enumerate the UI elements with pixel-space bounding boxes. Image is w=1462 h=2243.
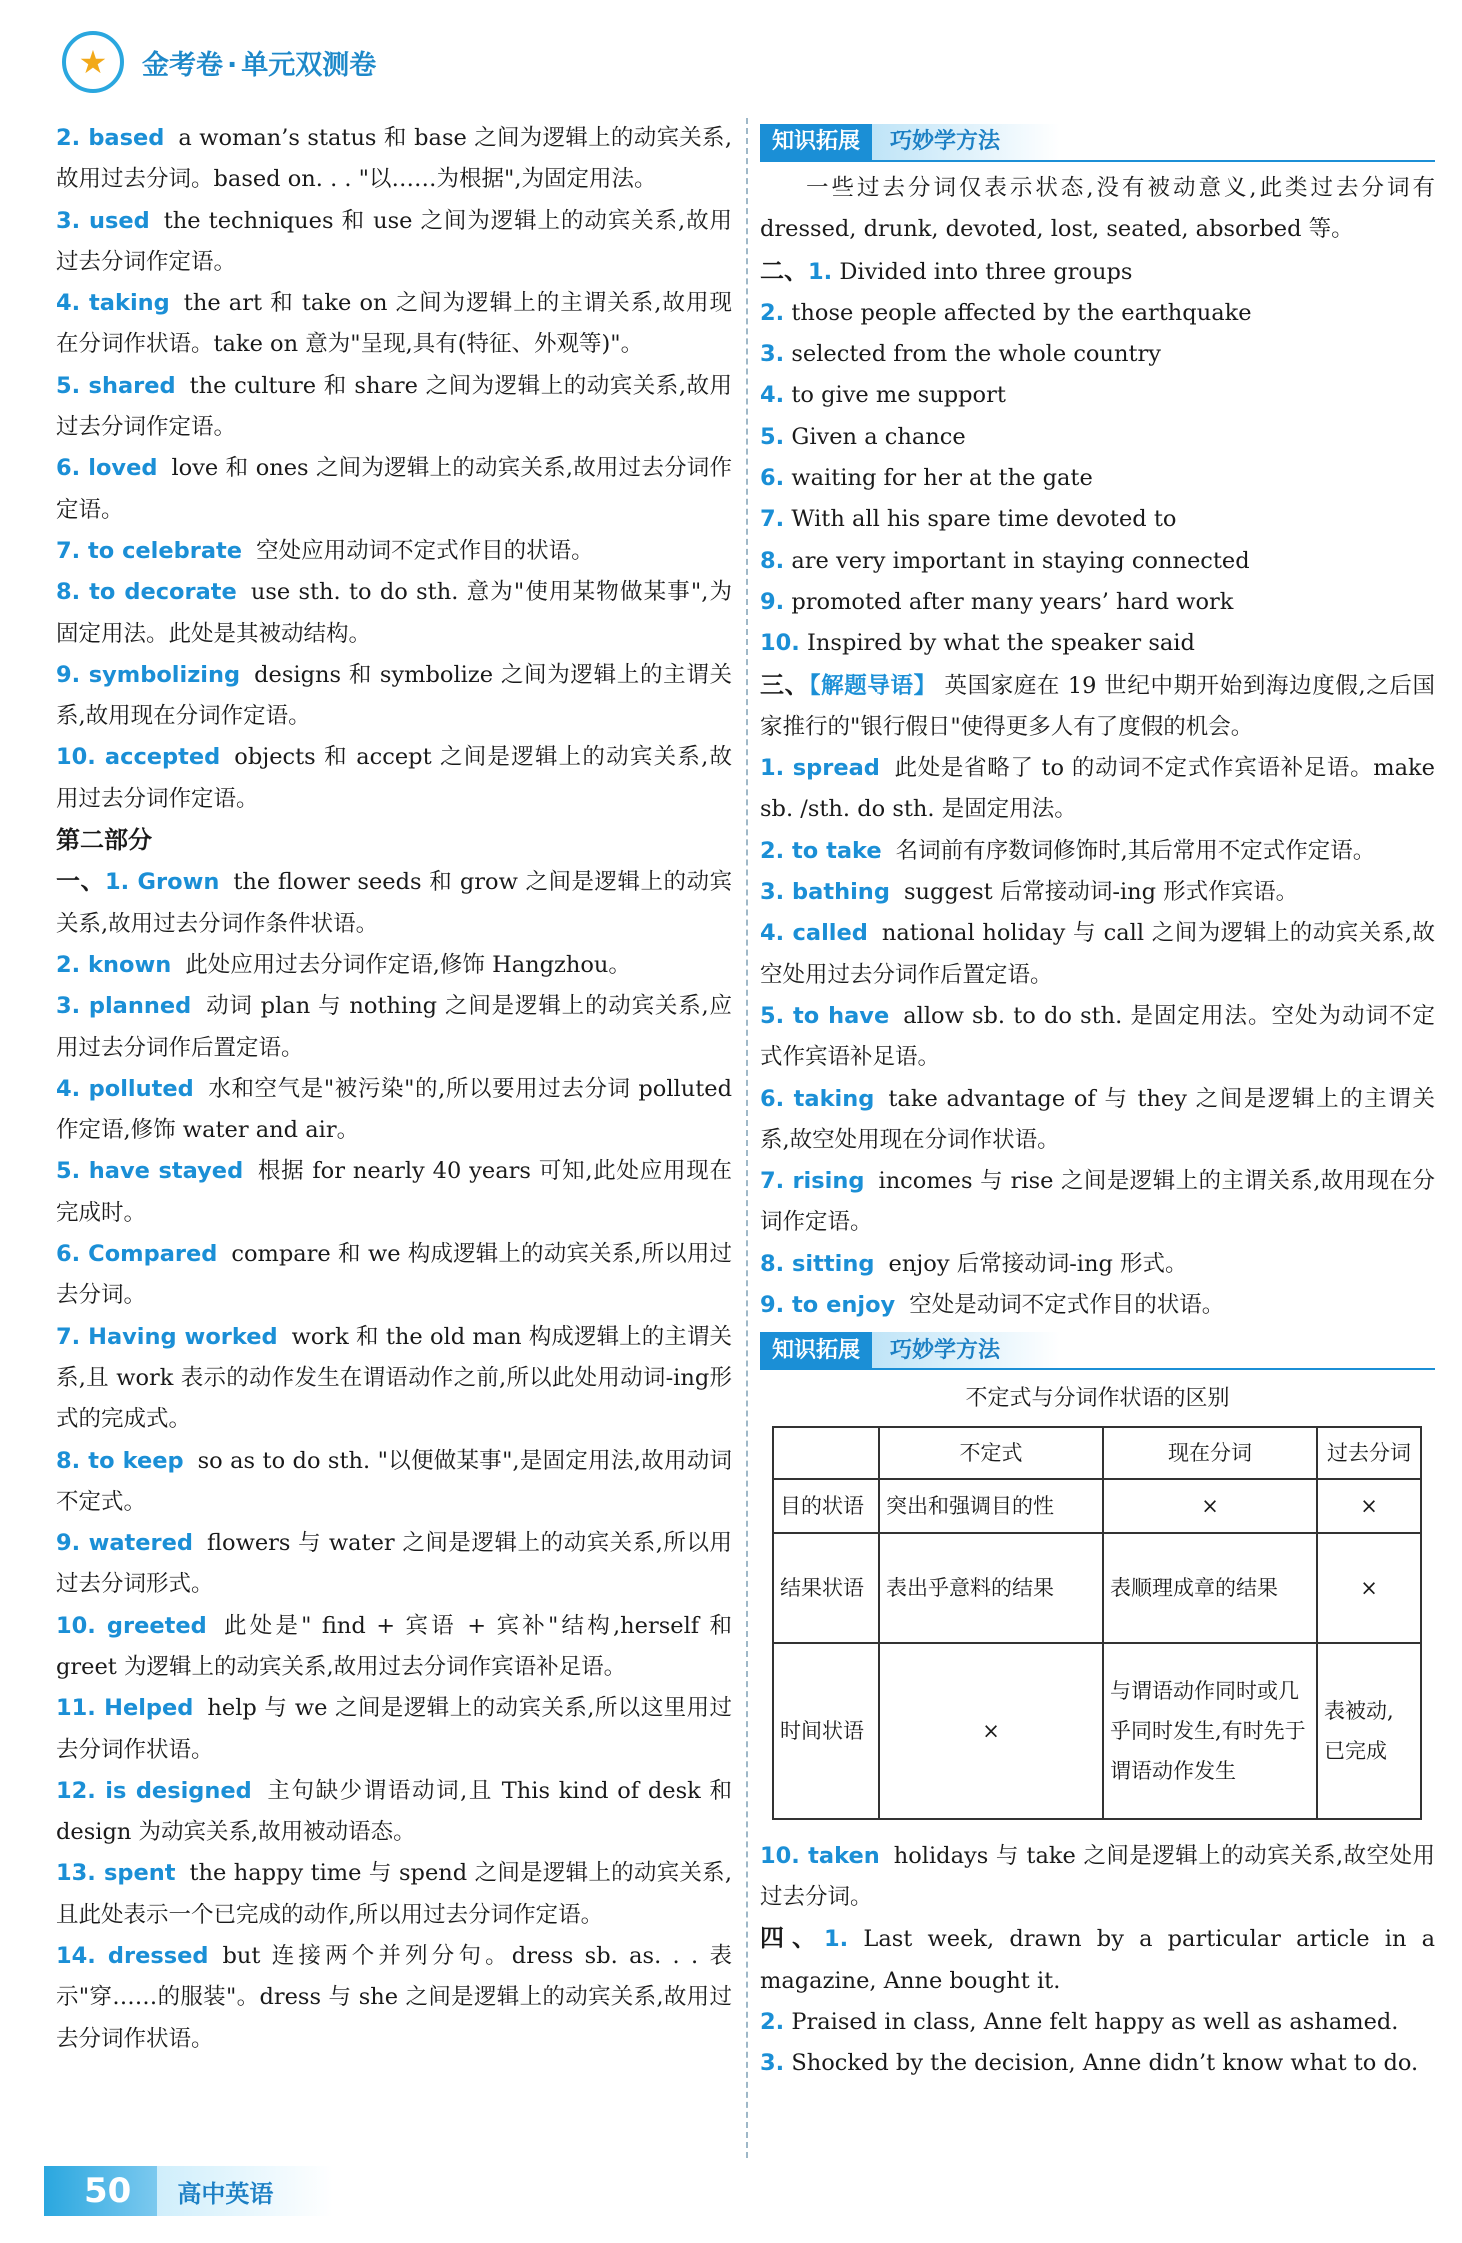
extension-text: 一些过去分词仅表示状态,没有被动意义,此类过去分词有 dressed, drunk, devoted, lost, seated, absorbed 等。 xyxy=(760,175,1435,243)
extension-title: 巧妙学方法 xyxy=(872,124,1060,160)
table-cell: 时间状语 xyxy=(773,1643,879,1819)
table-row xyxy=(773,1643,1421,1819)
answer-item: 9. symbolizing designs 和 symbolize 之间为逻辑上的主谓关系,故用现在分词作定语。 xyxy=(56,661,732,730)
answer-item: 9. promoted after many years’ hard work xyxy=(760,588,1234,615)
extension-title: 巧妙学方法 xyxy=(872,1332,1060,1368)
answer-item: 7. With all his spare time devoted to xyxy=(760,506,1177,533)
answer-item: 14. dressed but 连接两个并列分句。dress sb. as. . . 表示"穿……的服装"。dress 与 she 之间是逻辑上的动宾关系,故用过去分词作状语。 xyxy=(56,1943,732,2052)
answer-item: 8. to decorate use sth. to do sth. 意为"使用某物做某事",为固定用法。此处是其被动结构。 xyxy=(56,579,733,647)
answer-item: 二、1. Divided into three groups xyxy=(760,256,1133,285)
answer-item: 7. Having worked work 和 the old man 构成逻辑上的主谓关系,且 work 表示的动作发生在谓语动作之前,所以此处用动词-ing形式的完成式。 xyxy=(56,1323,732,1433)
page-number: 50 xyxy=(44,2166,157,2216)
column-divider xyxy=(746,118,748,2158)
knowledge-extension-banner xyxy=(760,1332,1435,1370)
table-cell: × xyxy=(1103,1479,1317,1533)
answer-item: 2. known 此处应用过去分词作定语,修饰 Hangzhou。 xyxy=(56,951,631,978)
answer-item: 5. have stayed 根据 for nearly 40 years 可知,此处应用现在完成时。 xyxy=(56,1158,732,1226)
answer-item: 一、1. Grown the flower seeds 和 grow 之间是逻辑上的动宾关系,故用过去分词作条件状语。 xyxy=(56,867,733,937)
answer-item: 5. to have allow sb. to do sth. 是固定用法。空处为动词不定式作宾语补足语。 xyxy=(760,1002,1435,1071)
answer-item: 4. polluted 水和空气是"被污染"的,所以要用过去分词 polluted 作定语,修饰 water and air。 xyxy=(56,1075,732,1144)
answer-item: 4. to give me support xyxy=(760,382,1006,409)
answer-item: 8. to keep so as to do sth. "以便做某事",是固定用法,故用动词不定式。 xyxy=(56,1447,732,1515)
left-column xyxy=(56,118,732,2060)
table-header-cell: 不定式 xyxy=(879,1427,1103,1479)
table-title: 不定式与分词作状语的区别 xyxy=(965,1386,1230,1412)
answer-item: 3. bathing suggest 后常接动词-ing 形式作宾语。 xyxy=(760,879,1299,906)
table-cell: × xyxy=(879,1643,1103,1819)
table-header-cell xyxy=(773,1427,879,1479)
page-footer xyxy=(44,2166,333,2216)
table-cell: 目的状语 xyxy=(773,1479,879,1533)
answer-item: 10. accepted objects 和 accept 之间是逻辑上的动宾关系,故用过去分词作定语。 xyxy=(56,744,732,812)
brand-title: 金考卷 · 单元双测卷 xyxy=(142,49,377,81)
answer-item: 2. Praised in class, Anne felt happy as well as ashamed. xyxy=(760,2008,1399,2035)
section-intro: 三、【解题导语】 英国家庭在 19 世纪中期开始到海边度假,之后国家推行的"银行假日"使得更多人有了度假的机会。 xyxy=(760,670,1435,740)
table-cell: 突出和强调目的性 xyxy=(879,1479,1103,1533)
table-row xyxy=(773,1533,1421,1643)
answer-item: 7. rising incomes 与 rise 之间是逻辑上的主谓关系,故用现在分词作定语。 xyxy=(760,1168,1435,1236)
table-cell: 结果状语 xyxy=(773,1533,879,1643)
answer-item: 7. to celebrate 空处应用动词不定式作目的状语。 xyxy=(56,537,594,564)
table-cell: 表顺理成章的结果 xyxy=(1103,1533,1317,1643)
answer-item: 9. to enjoy 空处是动词不定式作目的状语。 xyxy=(760,1292,1225,1319)
table-cell: 与谓语动作同时或几乎同时发生,有时先于谓语动作发生 xyxy=(1103,1643,1317,1819)
table-header-cell: 现在分词 xyxy=(1103,1427,1317,1479)
answer-item: 2. to take 名词前有序数词修饰时,其后常用不定式作定语。 xyxy=(760,837,1376,864)
table-row xyxy=(773,1479,1421,1533)
answer-item: 4. called national holiday 与 call 之间为逻辑上的动宾关系,故空处用过去分词作后置定语。 xyxy=(760,920,1435,988)
answer-item: 四、1. Last week, drawn by a particular article in a magazine, Anne bought it. xyxy=(760,1924,1436,1994)
answer-item: 11. Helped help 与 we 之间是逻辑上的动宾关系,所以这里用过去分词作状语。 xyxy=(56,1695,733,1763)
answer-item: 2. based a woman’s status 和 base 之间为逻辑上的动宾关系,故用过去分词。based on. . . "以……为根据",为固定用法。 xyxy=(56,125,732,193)
answer-item: 5. Given a chance xyxy=(760,423,966,450)
answer-item: 13. spent the happy time 与 spend 之间是逻辑上的动宾关系,且此处表示一个已完成的动作,所以用过去分词作定语。 xyxy=(56,1860,732,1928)
answer-item: 3. used the techniques 和 use 之间为逻辑上的动宾关系,故用过去分词作定语。 xyxy=(56,207,733,275)
extension-tag: 知识拓展 xyxy=(760,1332,872,1368)
answer-item: 10. greeted 此处是" find + 宾语 + 宾补"结构,herself 和 greet 为逻辑上的动宾关系,故用过去分词作宾语补足语。 xyxy=(56,1612,732,1680)
table-header-row xyxy=(773,1427,1421,1479)
answer-item: 10. taken holidays 与 take 之间是逻辑上的动宾关系,故空处用过去分词。 xyxy=(760,1842,1435,1910)
subject-label: 高中英语 xyxy=(157,2166,333,2216)
table-cell: × xyxy=(1317,1479,1421,1533)
answer-item: 9. watered flowers 与 water 之间是逻辑上的动宾关系,所以用过去分词形式。 xyxy=(56,1530,733,1598)
table-header-cell: 过去分词 xyxy=(1317,1427,1421,1479)
answer-item: 6. waiting for her at the gate xyxy=(760,465,1093,492)
table-cell: 表被动,已完成 xyxy=(1317,1643,1421,1819)
section-heading: 第二部分 xyxy=(56,826,152,855)
answer-item: 1. spread 此处是省略了 to 的动词不定式作宾语补足语。make sb. /sth. do sth. 是固定用法。 xyxy=(760,755,1436,823)
answer-item: 3. Shocked by the decision, Anne didn’t know what to do. xyxy=(760,2050,1419,2077)
answer-item: 6. taking take advantage of 与 they 之间是逻辑上的主谓关系,故空处用现在分词作状语。 xyxy=(760,1085,1435,1153)
answer-item: 12. is designed 主句缺少谓语动词,且 This kind of desk 和 design 为动宾关系,故用被动语态。 xyxy=(56,1777,733,1846)
answer-item: 2. those people affected by the earthquake xyxy=(760,299,1252,326)
answer-item: 8. sitting enjoy 后常接动词-ing 形式。 xyxy=(760,1250,1188,1277)
table-cell: 表出乎意料的结果 xyxy=(879,1533,1103,1643)
answer-item: 6. loved love 和 ones 之间为逻辑上的动宾关系,故用过去分词作定语。 xyxy=(56,455,732,523)
page-header xyxy=(62,30,376,94)
star-badge-icon: ★ xyxy=(62,31,124,93)
answer-item: 3. planned 动词 plan 与 nothing 之间是逻辑上的动宾关系,应用过去分词作后置定语。 xyxy=(56,993,732,1061)
extension-tag: 知识拓展 xyxy=(760,124,872,160)
answer-item: 6. Compared compare 和 we 构成逻辑上的动宾关系,所以用过去分词。 xyxy=(56,1241,733,1309)
answer-item: 8. are very important in staying connected xyxy=(760,547,1250,574)
answer-item: 3. selected from the whole country xyxy=(760,341,1161,368)
right-column xyxy=(760,118,1435,2084)
answer-item: 10. Inspired by what the speaker said xyxy=(760,630,1195,657)
knowledge-extension-banner xyxy=(760,124,1435,162)
comparison-table xyxy=(772,1426,1422,1820)
answer-item: 5. shared the culture 和 share 之间为逻辑上的动宾关系,故用过去分词作定语。 xyxy=(56,372,733,441)
table-cell: × xyxy=(1317,1533,1421,1643)
answer-item: 4. taking the art 和 take on 之间为逻辑上的主谓关系,故用现在分词作状语。take on 意为"呈现,具有(特征、外观等)"。 xyxy=(56,290,732,358)
